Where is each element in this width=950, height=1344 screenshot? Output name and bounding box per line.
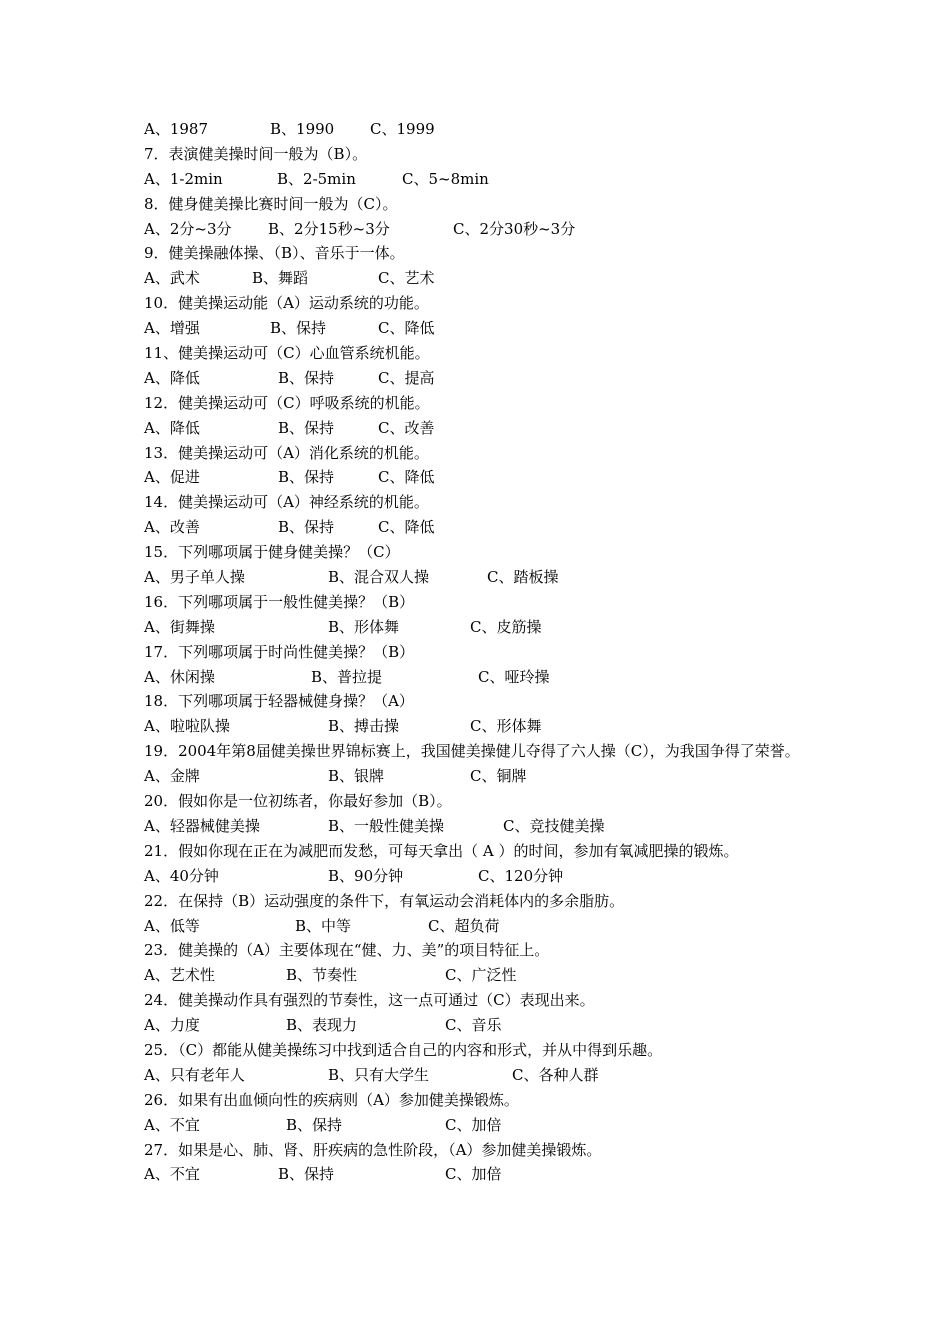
- question-text: 13．健美操运动可（A）消化系统的机能。: [144, 443, 429, 462]
- answer-option: B、一般性健美操: [328, 816, 445, 835]
- answer-option: A、街舞操: [144, 617, 215, 636]
- answer-option: A、低等: [144, 916, 200, 935]
- answer-option: A、2分~3分: [144, 219, 232, 238]
- question-text: 12．健美操运动可（C）呼吸系统的机能。: [144, 393, 430, 412]
- answer-option: B、节奏性: [286, 966, 358, 985]
- answer-option: B、保持: [278, 468, 335, 487]
- answer-option: C、踏板操: [487, 568, 559, 587]
- answer-option: B、表现力: [286, 1016, 358, 1035]
- question-text: 27．如果是心、肺、肾、肝疾病的急性阶段，（A）参加健美操锻炼。: [144, 1140, 602, 1159]
- answer-option: C、音乐: [445, 1016, 502, 1035]
- answer-option: C、铜牌: [470, 767, 527, 786]
- answer-option: B、银牌: [328, 767, 385, 786]
- answer-option: A、降低: [144, 368, 200, 387]
- question-text: 15．下列哪项属于健身健美操？（C）: [144, 543, 400, 562]
- answer-option: C、艺术: [378, 269, 435, 288]
- answer-option: B、保持: [286, 1115, 343, 1134]
- answer-option: C、竞技健美操: [503, 816, 605, 835]
- question-text: 14．健美操运动可（A）神经系统的机能。: [144, 493, 429, 512]
- answer-options: [144, 515, 824, 540]
- answer-options: [144, 764, 824, 789]
- answer-option: C、皮筋操: [470, 617, 542, 636]
- answer-option: B、保持: [278, 368, 335, 387]
- answer-option: B、2-5min: [277, 169, 356, 188]
- answer-option: B、1990: [270, 120, 335, 138]
- answer-options: [144, 1063, 824, 1088]
- answer-option: C、降低: [378, 518, 435, 537]
- question-text: 20．假如你是一位初练者，你最好参加（B）。: [144, 792, 452, 811]
- answer-option: A、1987: [144, 120, 209, 138]
- answer-option: A、不宜: [144, 1115, 200, 1134]
- answer-option: B、中等: [295, 916, 352, 935]
- question-text: 25．（C）都能从健美操练习中找到适合自己的内容和形式，并从中得到乐趣。: [144, 1040, 663, 1059]
- answer-option: B、普拉提: [311, 667, 383, 686]
- answer-option: A、促进: [144, 468, 200, 487]
- question-text: 11、健美操运动可（C）心血管系统机能。: [144, 344, 430, 363]
- answer-option: C、提高: [378, 368, 435, 387]
- answer-option: A、只有老年人: [144, 1065, 245, 1084]
- answer-options: [144, 117, 824, 142]
- answer-option: B、保持: [278, 518, 335, 537]
- question-text: 7．表演健美操时间一般为（B）。: [144, 144, 368, 163]
- answer-option: A、力度: [144, 1016, 200, 1035]
- answer-options: [144, 565, 824, 590]
- answer-option: A、男子单人操: [144, 568, 245, 587]
- answer-option: B、2分15秒~3分: [268, 219, 390, 238]
- answer-option: A、40分钟: [144, 866, 219, 885]
- answer-option: B、混合双人操: [328, 568, 430, 587]
- answer-option: B、保持: [270, 319, 327, 338]
- answer-option: B、只有大学生: [328, 1065, 430, 1084]
- answer-option: C、1999: [370, 120, 435, 138]
- answer-option: B、保持: [278, 418, 335, 437]
- answer-option: B、搏击操: [328, 717, 400, 736]
- question-text: 16．下列哪项属于一般性健美操？（B）: [144, 592, 415, 611]
- answer-options: [144, 914, 824, 939]
- answer-option: C、形体舞: [470, 717, 542, 736]
- question-text: 26．如果有出血倾向性的疾病则（A）参加健美操锻炼。: [144, 1090, 519, 1109]
- question-text: 22．在保持（B）运动强度的条件下，有氧运动会消耗体内的多余脂肪。: [144, 891, 625, 910]
- answer-option: B、90分钟: [328, 866, 404, 885]
- question-text: 24．健美操动作具有强烈的节奏性，这一点可通过（C）表现出来。: [144, 991, 595, 1010]
- answer-option: A、休闲操: [144, 667, 215, 686]
- answer-options: [144, 416, 824, 441]
- answer-option: B、形体舞: [328, 617, 400, 636]
- answer-options: [144, 814, 824, 839]
- answer-options: [144, 665, 824, 690]
- answer-options: [144, 217, 824, 242]
- answer-option: A、1-2min: [144, 169, 223, 188]
- quiz-content: [144, 117, 824, 1187]
- answer-options: [144, 1162, 824, 1187]
- answer-options: [144, 366, 824, 391]
- answer-option: B、舞蹈: [252, 269, 309, 288]
- answer-option: A、轻器械健美操: [144, 816, 260, 835]
- answer-options: [144, 1113, 824, 1138]
- answer-option: C、改善: [378, 418, 435, 437]
- answer-option: C、降低: [378, 319, 435, 338]
- answer-options: [144, 615, 824, 640]
- answer-options: [144, 714, 824, 739]
- answer-option: C、超负荷: [428, 916, 500, 935]
- question-text: 19．2004年第8届健美操世界锦标赛上，我国健美操健儿夺得了六人操（C），为我国争得了荣誉。: [144, 742, 800, 761]
- answer-option: A、不宜: [144, 1165, 200, 1184]
- answer-option: B、保持: [278, 1165, 335, 1184]
- answer-options: [144, 316, 824, 341]
- question-text: 10．健美操运动能（A）运动系统的功能。: [144, 294, 429, 313]
- answer-option: C、5~8min: [402, 169, 489, 188]
- answer-option: C、2分30秒~3分: [453, 219, 576, 238]
- answer-options: [144, 167, 824, 192]
- answer-option: C、降低: [378, 468, 435, 487]
- answer-option: C、广泛性: [445, 966, 517, 985]
- question-text: 23．健美操的（A）主要体现在“健、力、美”的项目特征上。: [144, 941, 550, 960]
- answer-option: C、加倍: [445, 1115, 502, 1134]
- question-text: 18．下列哪项属于轻器械健身操？（A）: [144, 692, 414, 711]
- answer-option: A、降低: [144, 418, 200, 437]
- answer-options: [144, 1013, 824, 1038]
- answer-option: A、艺术性: [144, 966, 215, 985]
- question-text: 21．假如你现在正在为减肥而发愁，可每天拿出（ A ）的时间，参加有氧减肥操的锻炼。: [144, 841, 739, 860]
- question-text: 9．健美操融体操、（B）、音乐于一体。: [144, 244, 405, 263]
- answer-option: C、各种人群: [512, 1065, 599, 1084]
- answer-options: [144, 963, 824, 988]
- answer-options: [144, 864, 824, 889]
- answer-option: A、啦啦队操: [144, 717, 230, 736]
- question-text: 8．健身健美操比赛时间一般为（C）。: [144, 194, 398, 213]
- answer-option: A、改善: [144, 518, 200, 537]
- answer-option: C、加倍: [445, 1165, 502, 1184]
- answer-option: A、武术: [144, 269, 200, 288]
- answer-option: C、哑玲操: [478, 667, 550, 686]
- question-text: 17．下列哪项属于时尚性健美操？（B）: [144, 642, 415, 661]
- answer-option: A、增强: [144, 319, 200, 338]
- answer-option: C、120分钟: [478, 866, 564, 885]
- answer-options: [144, 465, 824, 490]
- answer-option: A、金牌: [144, 767, 200, 786]
- answer-options: [144, 266, 824, 291]
